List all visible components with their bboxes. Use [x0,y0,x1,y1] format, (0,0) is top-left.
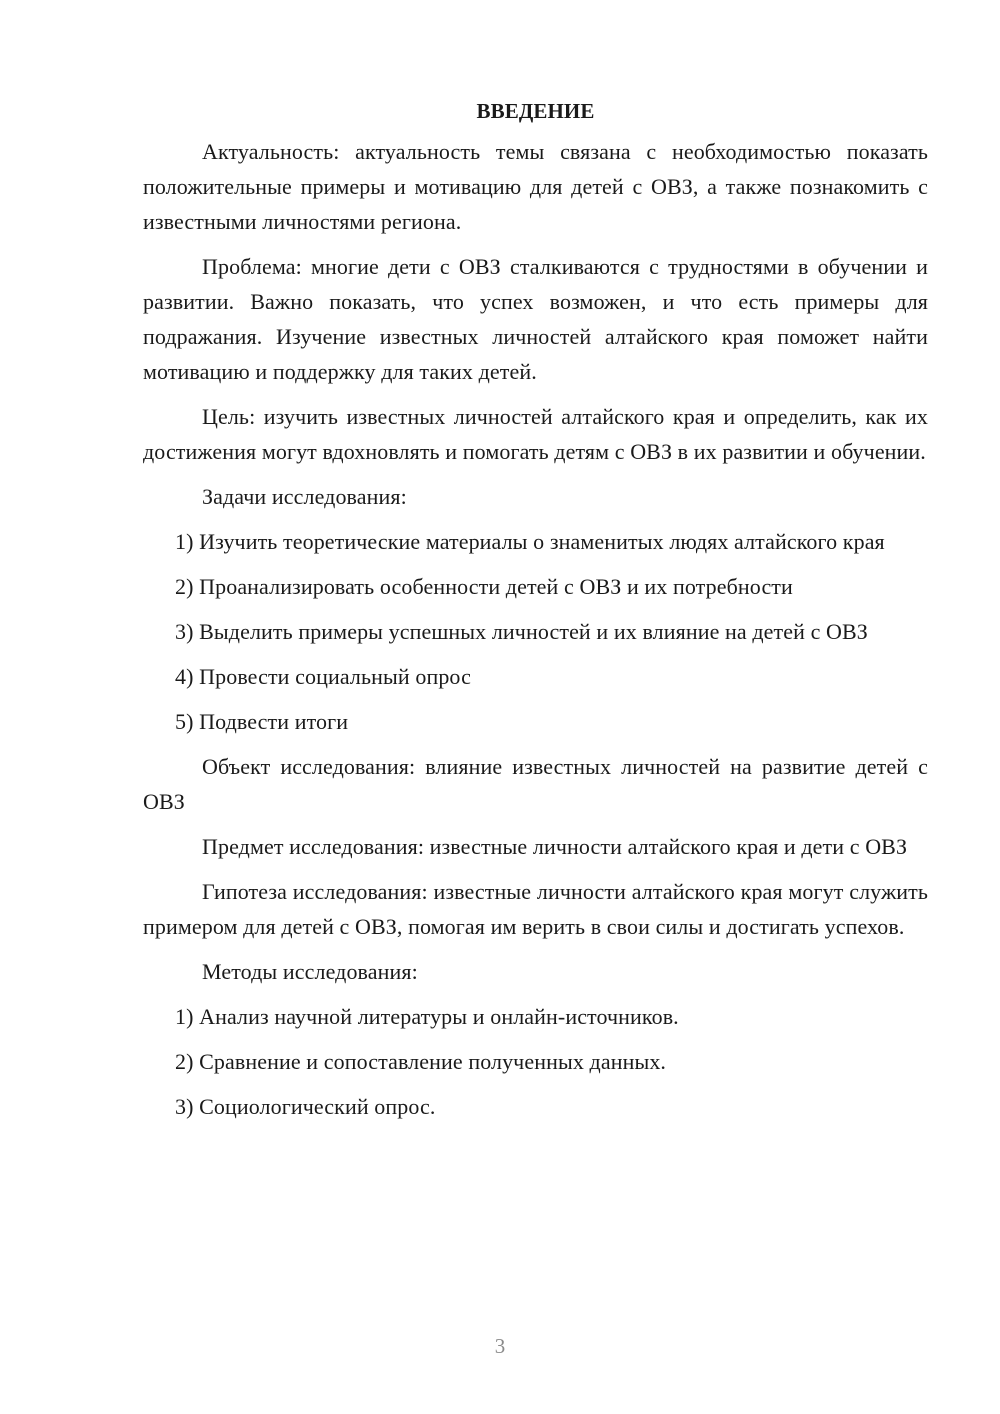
tasks-heading: Задачи исследования: [202,484,407,509]
task-item: 5) Подвести итоги [175,709,349,734]
method-item: 1) Анализ научной литературы и онлайн-источников. [175,1004,679,1029]
method-item: 2) Сравнение и сопоставление полученных данных. [175,1049,667,1074]
subject-paragraph: Предмет исследования: известные личности алтайского края и дети с ОВЗ [202,834,908,859]
relevance-paragraph: Актуальность: актуальность темы связана с необходимостью показать положительные примеры и мотивацию для детей с ОВЗ, а также познакомить с известными личностями региона. [143,139,928,234]
task-item: 3) Выделить примеры успешных личностей и их влияние на детей с ОВЗ [175,619,868,644]
task-item: 4) Провести социальный опрос [175,664,471,689]
problem-paragraph: Проблема: многие дети с ОВЗ сталкиваются с трудностями в обучении и развитии. Важно показать, что успех возможен, и что есть примеры для подражания. Изучение известных личностей алтайского края поможет найти мотивацию и поддержку для таких детей. [143,254,928,384]
methods-heading: Методы исследования: [202,959,418,984]
method-item: 3) Социологический опрос. [175,1094,436,1119]
goal-paragraph: Цель: изучить известных личностей алтайского края и определить, как их достижения могут вдохновлять и помогать детям с ОВЗ в их развитии и обучении. [143,404,928,464]
page-title: ВВЕДЕНИЕ [476,99,595,123]
hypothesis-paragraph: Гипотеза исследования: известные личности алтайского края могут служить примером для детей с ОВЗ, помогая им верить в свои силы и достигать успехов. [143,879,928,939]
task-item: 2) Проанализировать особенности детей с ОВЗ и их потребности [175,574,793,599]
object-paragraph: Объект исследования: влияние известных личностей на развитие детей с ОВЗ [143,754,928,814]
task-item: 1) Изучить теоретические материалы о знаменитых людях алтайского края [175,529,885,554]
page-content [143,96,928,1134]
page-number: 3 [494,1334,506,1358]
